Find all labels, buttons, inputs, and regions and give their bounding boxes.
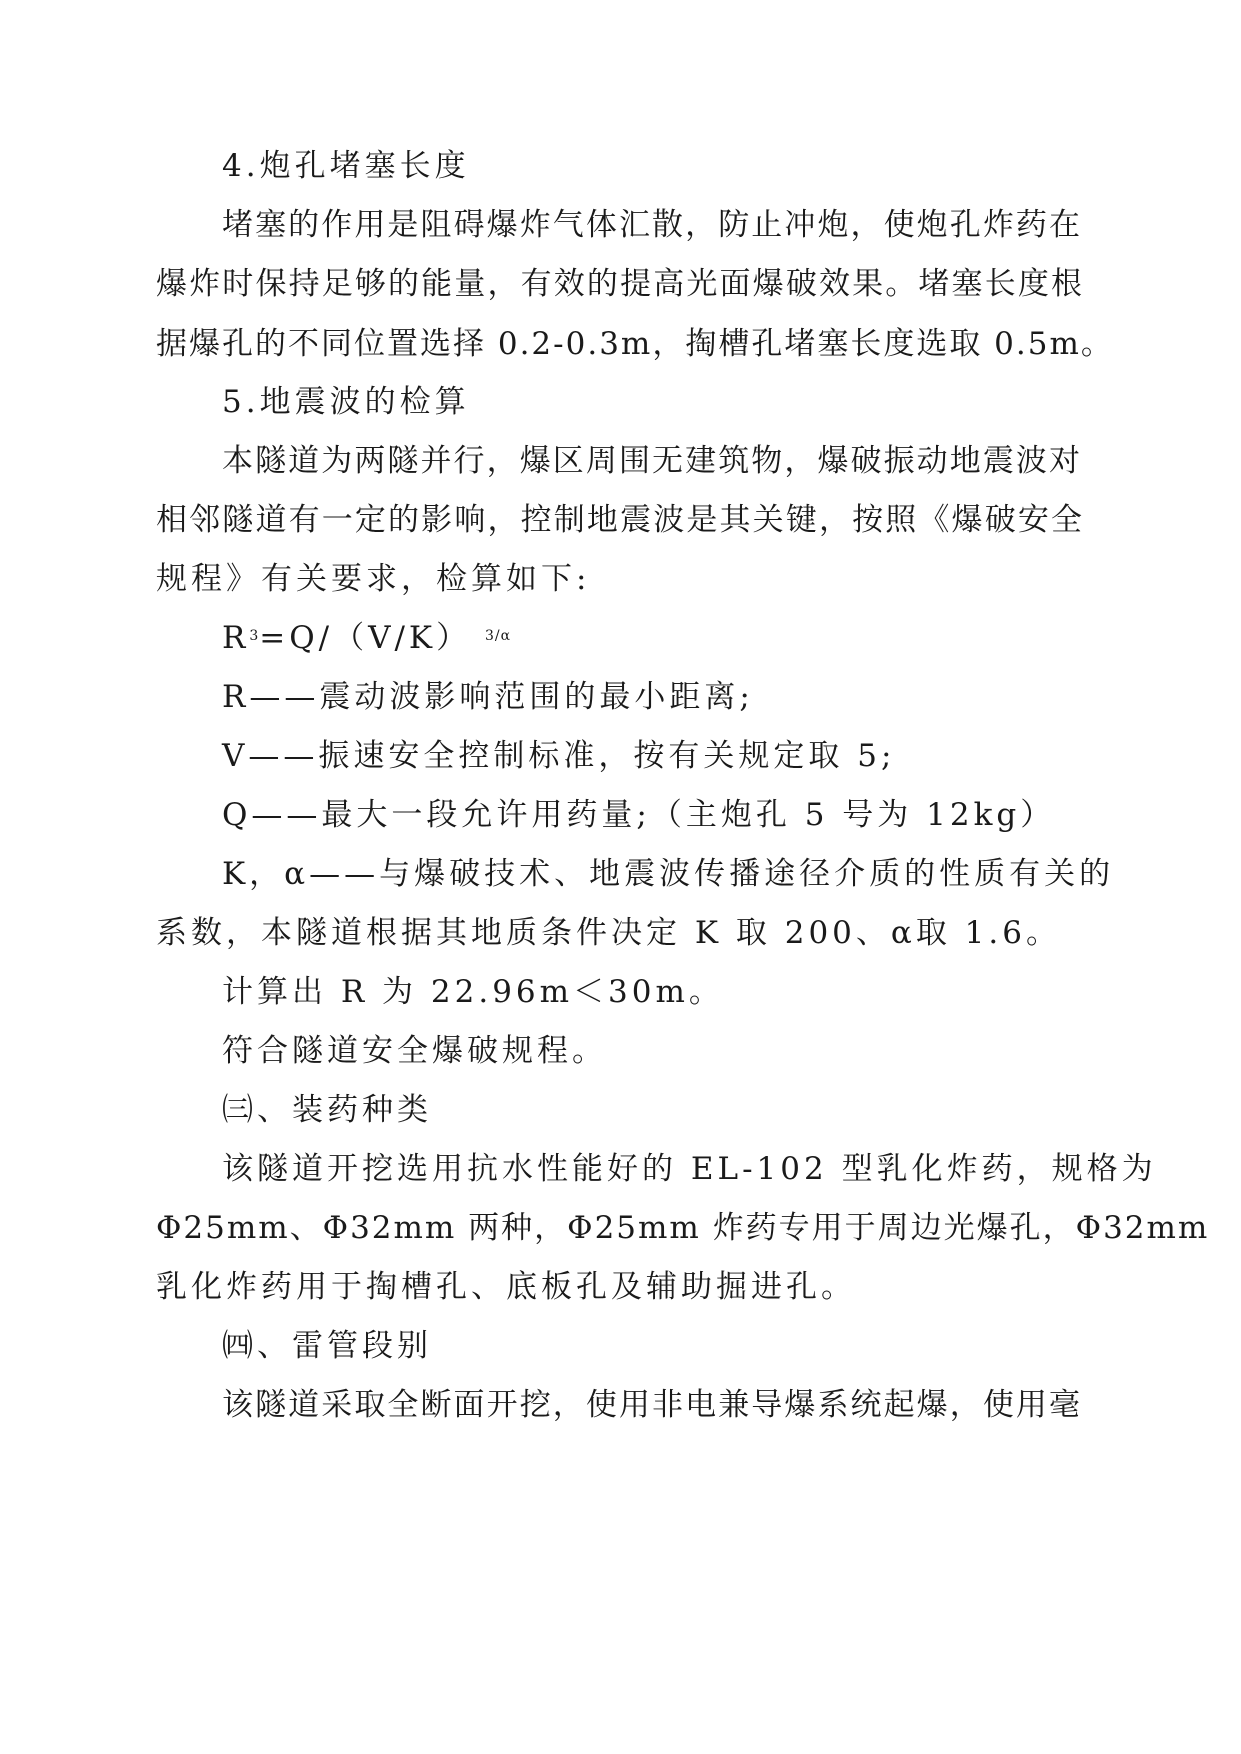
conclusion: 符合隧道安全爆破规程。: [222, 1033, 607, 1069]
paragraph-line: 相邻隧道有一定的影响，控制地震波是其关键，按照《爆破安全: [156, 502, 1084, 538]
definition-k-alpha: K，α——与爆破技术、地震波传播途径介质的性质有关的: [222, 856, 1115, 892]
section-heading-explosive-type: ㈢、装药种类: [222, 1092, 432, 1128]
section-heading-detonator-segments: ㈣、雷管段别: [222, 1328, 432, 1364]
paragraph-line: 堵塞的作用是阻碍爆炸气体汇散，防止冲炮，使炮孔炸药在: [222, 207, 1082, 243]
paragraph-line: 规程》有关要求，检算如下:: [156, 561, 591, 597]
section-heading-plug-length: 4.炮孔堵塞长度: [222, 148, 470, 184]
paragraph-line: 该隧道采取全断面开挖，使用非电兼导爆系统起爆，使用毫: [222, 1387, 1082, 1423]
formula: $R^3=Q/(V/K)$ $^{3/\alpha}$: [222, 620, 512, 656]
definition-v: V——振速安全控制标准，按有关规定取 5;: [222, 738, 896, 774]
calculation-result: 计算出 R 为 22.96m＜30m。: [222, 974, 724, 1010]
paragraph-line: 爆炸时保持足够的能量，有效的提高光面爆破效果。堵塞长度根: [156, 266, 1084, 302]
definition-r: R——震动波影响范围的最小距离;: [222, 679, 754, 715]
definition-q: Q——最大一段允许用药量;（主炮孔 5 号为 12kg）: [222, 797, 1056, 833]
paragraph-line: 乳化炸药用于掏槽孔、底板孔及辅助掘进孔。: [156, 1269, 856, 1305]
paragraph-line: 系数，本隧道根据其地质条件决定 K 取 200、α取 1.6。: [156, 915, 1061, 951]
paragraph-line: 该隧道开挖选用抗水性能好的 EL-102 型乳化炸药，规格为: [222, 1151, 1157, 1187]
section-heading-seismic-check: 5.地震波的检算: [222, 384, 470, 420]
paragraph-line: 据爆孔的不同位置选择 0.2-0.3m，掏槽孔堵塞长度选取 0.5m。: [156, 326, 1114, 362]
paragraph-line: Φ25mm、Φ32mm 两种，Φ25mm 炸药专用于周边光爆孔，Φ32mm: [156, 1210, 1210, 1246]
paragraph-line: 本隧道为两隧并行，爆区周围无建筑物，爆破振动地震波对: [222, 443, 1082, 479]
